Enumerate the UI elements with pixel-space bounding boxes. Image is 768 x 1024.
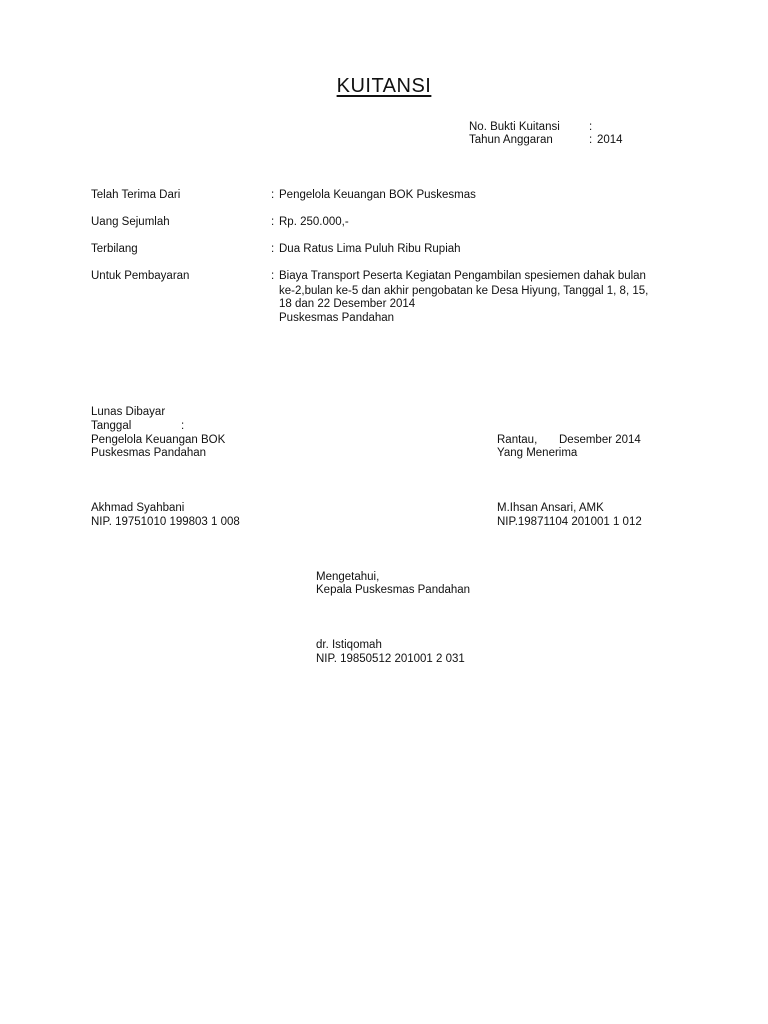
recipient-place: Rantau, xyxy=(497,434,538,446)
budget-year-value: 2014 xyxy=(597,134,623,146)
spelled-amount-label: Terbilang xyxy=(91,243,138,255)
payment-date-colon: : xyxy=(181,420,185,432)
spelled-amount-colon: : xyxy=(271,243,275,255)
payment-date-label: Tanggal xyxy=(91,420,132,432)
receipt-number-colon: : xyxy=(589,121,593,133)
recipient-nip: NIP.19871104 201001 1 012 xyxy=(497,516,642,528)
approver-nip: NIP. 19850512 201001 2 031 xyxy=(316,653,465,665)
purpose-line: Biaya Transport Peserta Kegiatan Pengambilan spesiemen dahak bulan xyxy=(279,270,646,282)
purpose-colon: : xyxy=(271,270,275,282)
purpose-line: Puskesmas Pandahan xyxy=(279,312,395,324)
receipt-number-label: No. Bukti Kuitansi xyxy=(469,121,560,133)
received-from-value: Pengelola Keuangan BOK Puskesmas xyxy=(279,189,476,201)
received-from-label: Telah Terima Dari xyxy=(91,189,181,201)
payer-title-line: Pengelola Keuangan BOK xyxy=(91,434,226,446)
amount-colon: : xyxy=(271,216,275,228)
acknowledged-label: Mengetahui, xyxy=(316,571,380,583)
payer-name: Akhmad Syahbani xyxy=(91,502,185,514)
received-from-colon: : xyxy=(271,189,275,201)
approver-title: Kepala Puskesmas Pandahan xyxy=(316,584,471,596)
document-title xyxy=(0,74,768,98)
budget-year-colon: : xyxy=(589,134,593,146)
title-text: KUITANSI xyxy=(336,75,432,97)
purpose-line: 18 dan 22 Desember 2014 xyxy=(279,298,416,310)
paid-label: Lunas Dibayar xyxy=(91,406,166,418)
purpose-line: ke-2,bulan ke-5 dan akhir pengobatan ke Desa Hiyung, Tanggal 1, 8, 15, xyxy=(279,285,649,297)
purpose-label: Untuk Pembayaran xyxy=(91,270,190,282)
approver-name: dr. Istiqomah xyxy=(316,639,382,651)
recipient-date: Desember 2014 xyxy=(559,434,641,446)
budget-year-label: Tahun Anggaran xyxy=(469,134,553,146)
payer-nip: NIP. 19751010 199803 1 008 xyxy=(91,516,240,528)
amount-value: Rp. 250.000,- xyxy=(279,216,349,228)
payer-title-line: Puskesmas Pandahan xyxy=(91,447,207,459)
amount-label: Uang Sejumlah xyxy=(91,216,170,228)
spelled-amount-value: Dua Ratus Lima Puluh Ribu Rupiah xyxy=(279,243,461,255)
recipient-name: M.Ihsan Ansari, AMK xyxy=(497,502,604,514)
recipient-role: Yang Menerima xyxy=(497,447,578,459)
